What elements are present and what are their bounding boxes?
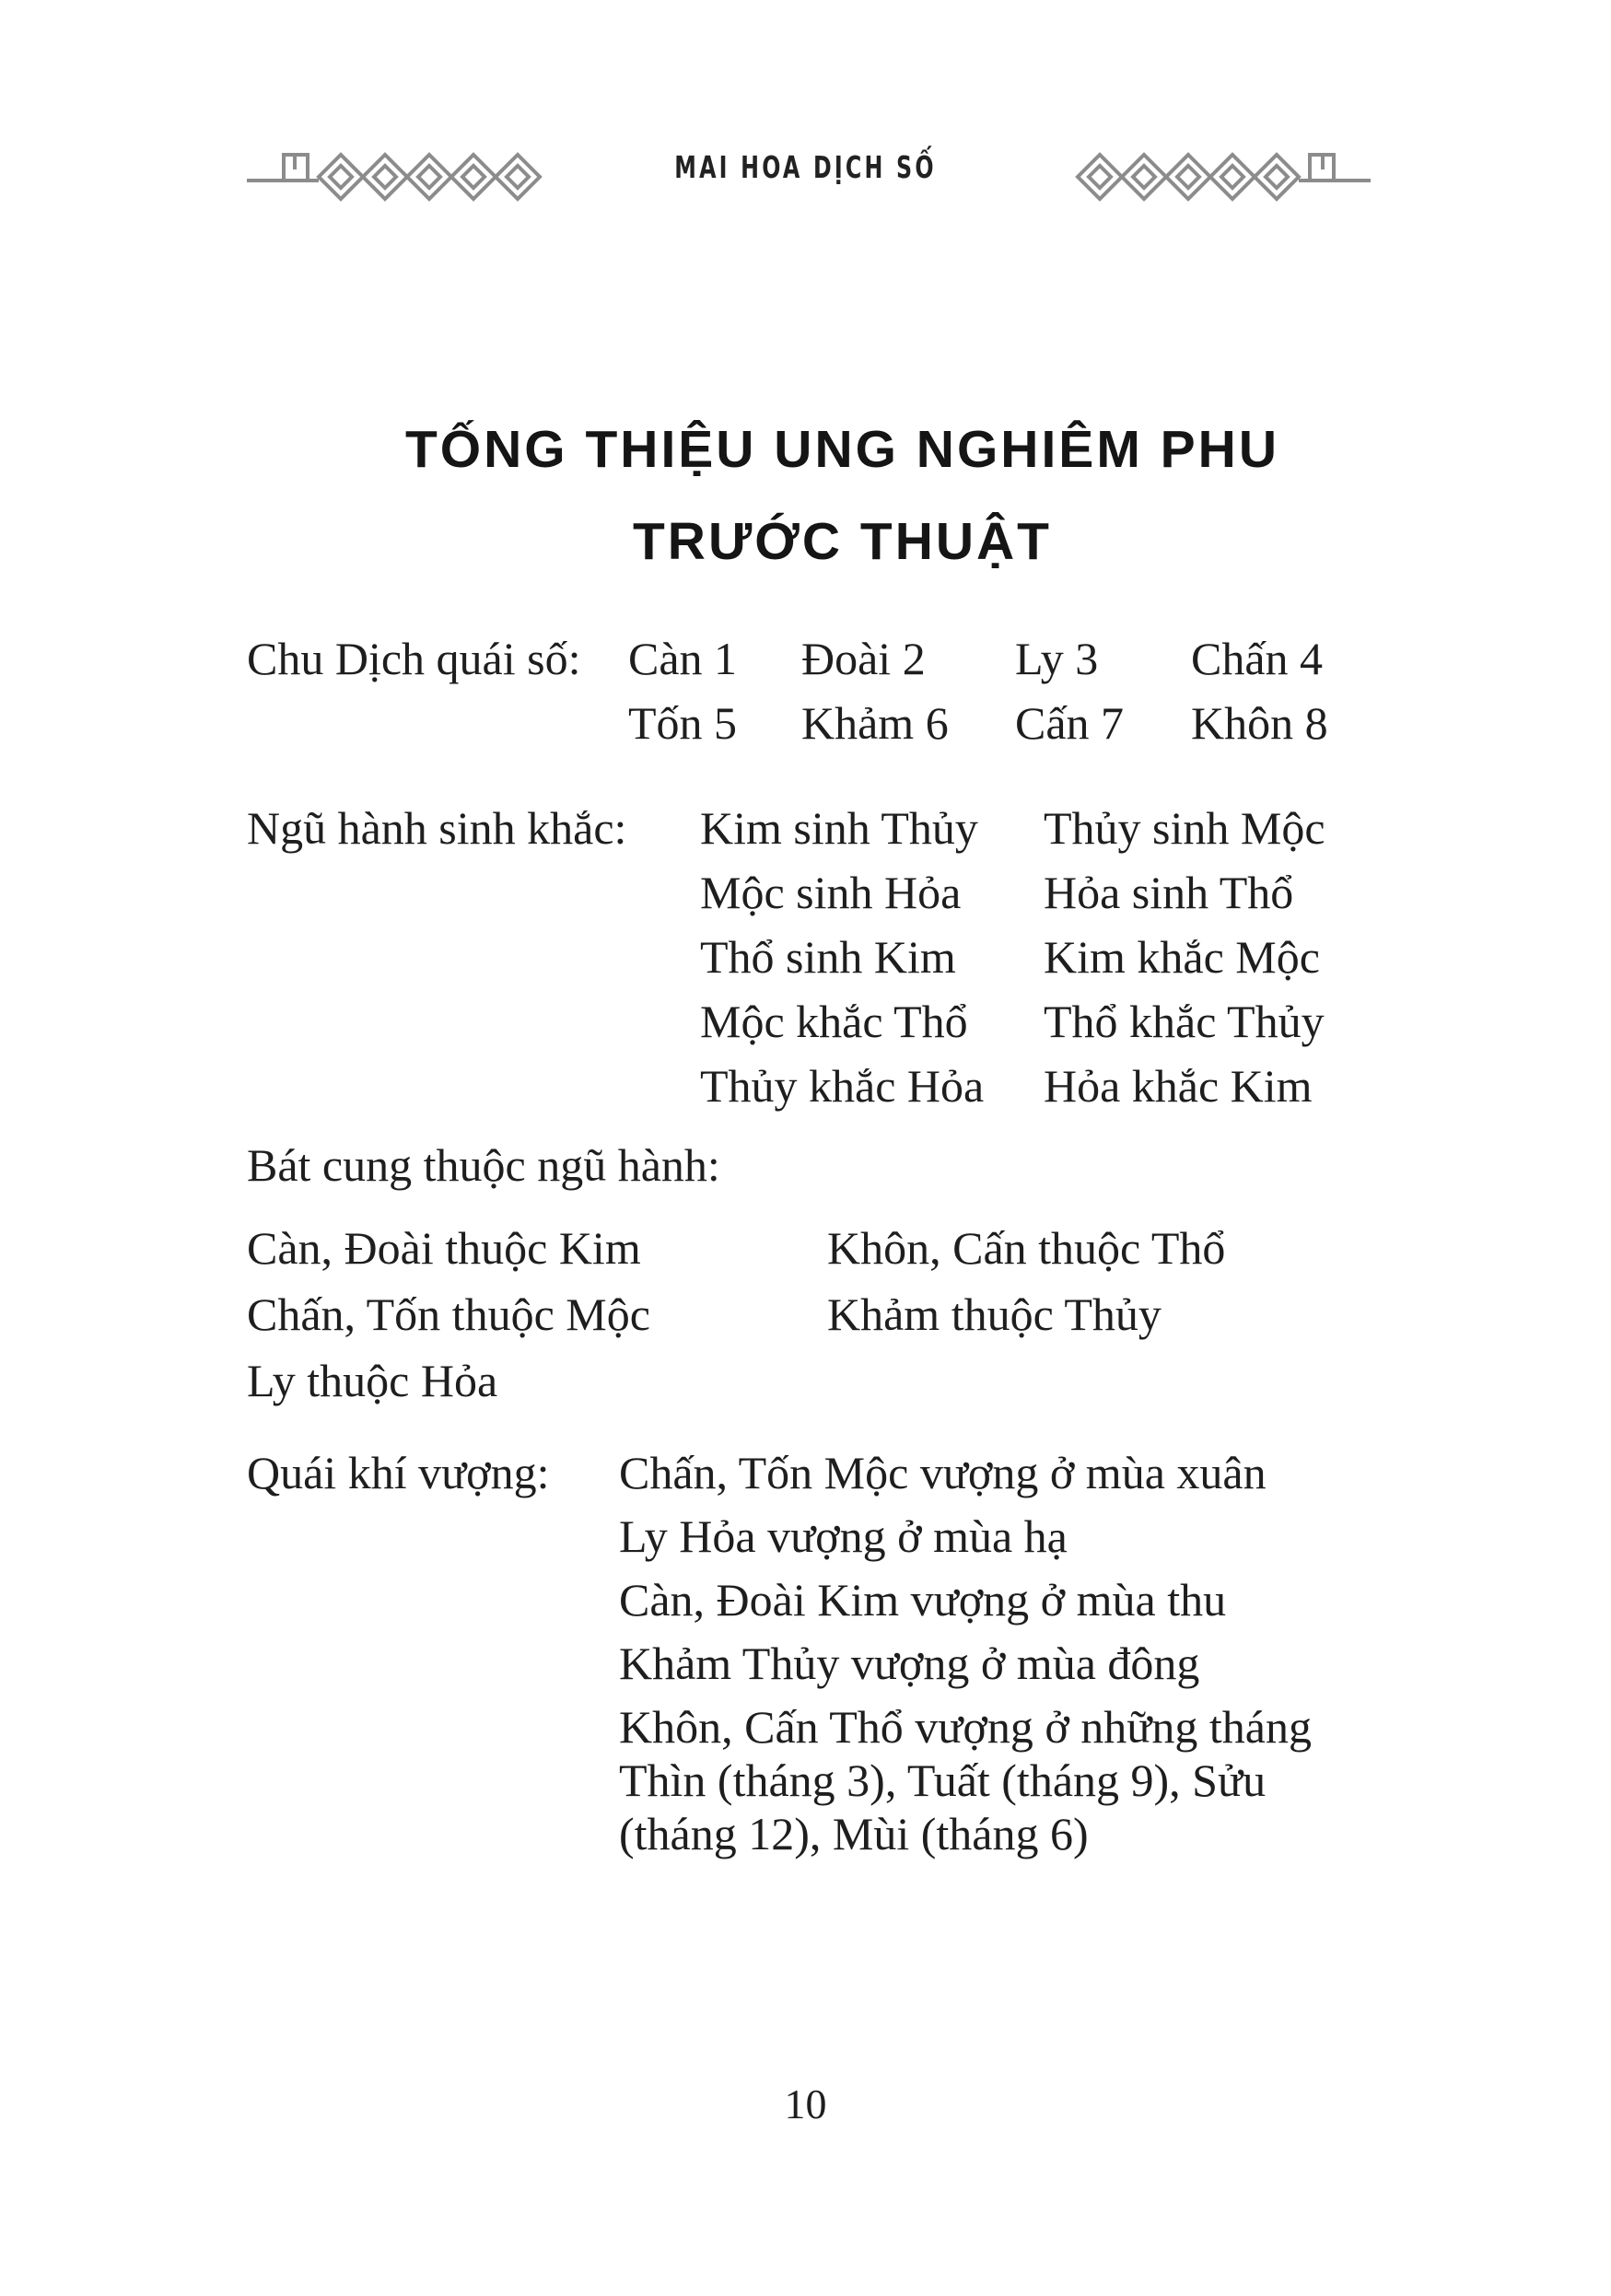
element-relation: Mộc sinh Hỏa [700, 867, 962, 918]
chapter-title-line-2: TRƯỚC THUẬT [632, 512, 1053, 571]
trigram-number: Chấn 4 [1191, 633, 1324, 684]
page-header [0, 138, 1611, 203]
element-relation: Kim sinh Thủy [700, 802, 978, 854]
palace-element: Chấn, Tốn thuộc Mộc [247, 1288, 650, 1340]
element-relation: Mộc khắc Thổ [700, 996, 968, 1047]
season-line: Thìn (tháng 3), Tuất (tháng 9), Sửu [619, 1754, 1267, 1806]
fret-pattern-right-icon [1057, 138, 1371, 203]
season-line: (tháng 12), Mùi (tháng 6) [619, 1808, 1089, 1859]
element-relation: Thủy khắc Hỏa [700, 1060, 985, 1112]
element-relation: Thủy sinh Mộc [1044, 802, 1325, 854]
chu-dich-label: Chu Dịch quái số: [247, 633, 581, 684]
element-relation: Thổ sinh Kim [700, 931, 956, 983]
page-number: 10 [784, 2080, 827, 2127]
trigram-number: Khôn 8 [1191, 697, 1328, 749]
bat-cung-label: Bát cung thuộc ngũ hành: [247, 1139, 720, 1191]
palace-element: Khảm thuộc Thủy [827, 1288, 1162, 1340]
trigram-number: Càn 1 [628, 633, 738, 684]
season-line: Càn, Đoài Kim vượng ở mùa thu [619, 1574, 1227, 1626]
palace-element: Ly thuộc Hỏa [247, 1355, 498, 1406]
season-line: Khôn, Cấn Thổ vượng ở những tháng [619, 1701, 1312, 1753]
element-relation: Thổ khắc Thủy [1044, 996, 1325, 1047]
palace-element: Càn, Đoài thuộc Kim [247, 1222, 641, 1274]
trigram-number: Cấn 7 [1015, 697, 1125, 749]
trigram-number: Khảm 6 [801, 697, 949, 749]
palace-element: Khôn, Cấn thuộc Thổ [827, 1222, 1226, 1274]
season-line: Chấn, Tốn Mộc vượng ở mùa xuân [619, 1447, 1267, 1498]
chapter-title [0, 403, 1611, 588]
trigram-number: Ly 3 [1015, 633, 1099, 684]
element-relation: Hỏa khắc Kim [1044, 1060, 1313, 1112]
ngu-hanh-label: Ngũ hành sinh khắc: [247, 802, 627, 854]
quai-khi-label: Quái khí vượng: [247, 1447, 550, 1498]
element-relation: Kim khắc Mộc [1044, 931, 1320, 983]
trigram-number: Đoài 2 [801, 633, 926, 684]
season-line: Ly Hỏa vượng ở mùa hạ [619, 1510, 1068, 1562]
running-title: MAI HOA DỊCH SỐ [674, 149, 937, 185]
element-relation: Hỏa sinh Thổ [1044, 867, 1294, 918]
trigram-number: Tốn 5 [628, 697, 738, 749]
chapter-title-line-1: TỐNG THIỆU UNG NGHIÊM PHU [404, 420, 1279, 479]
season-line: Khảm Thủy vượng ở mùa đông [619, 1638, 1200, 1689]
